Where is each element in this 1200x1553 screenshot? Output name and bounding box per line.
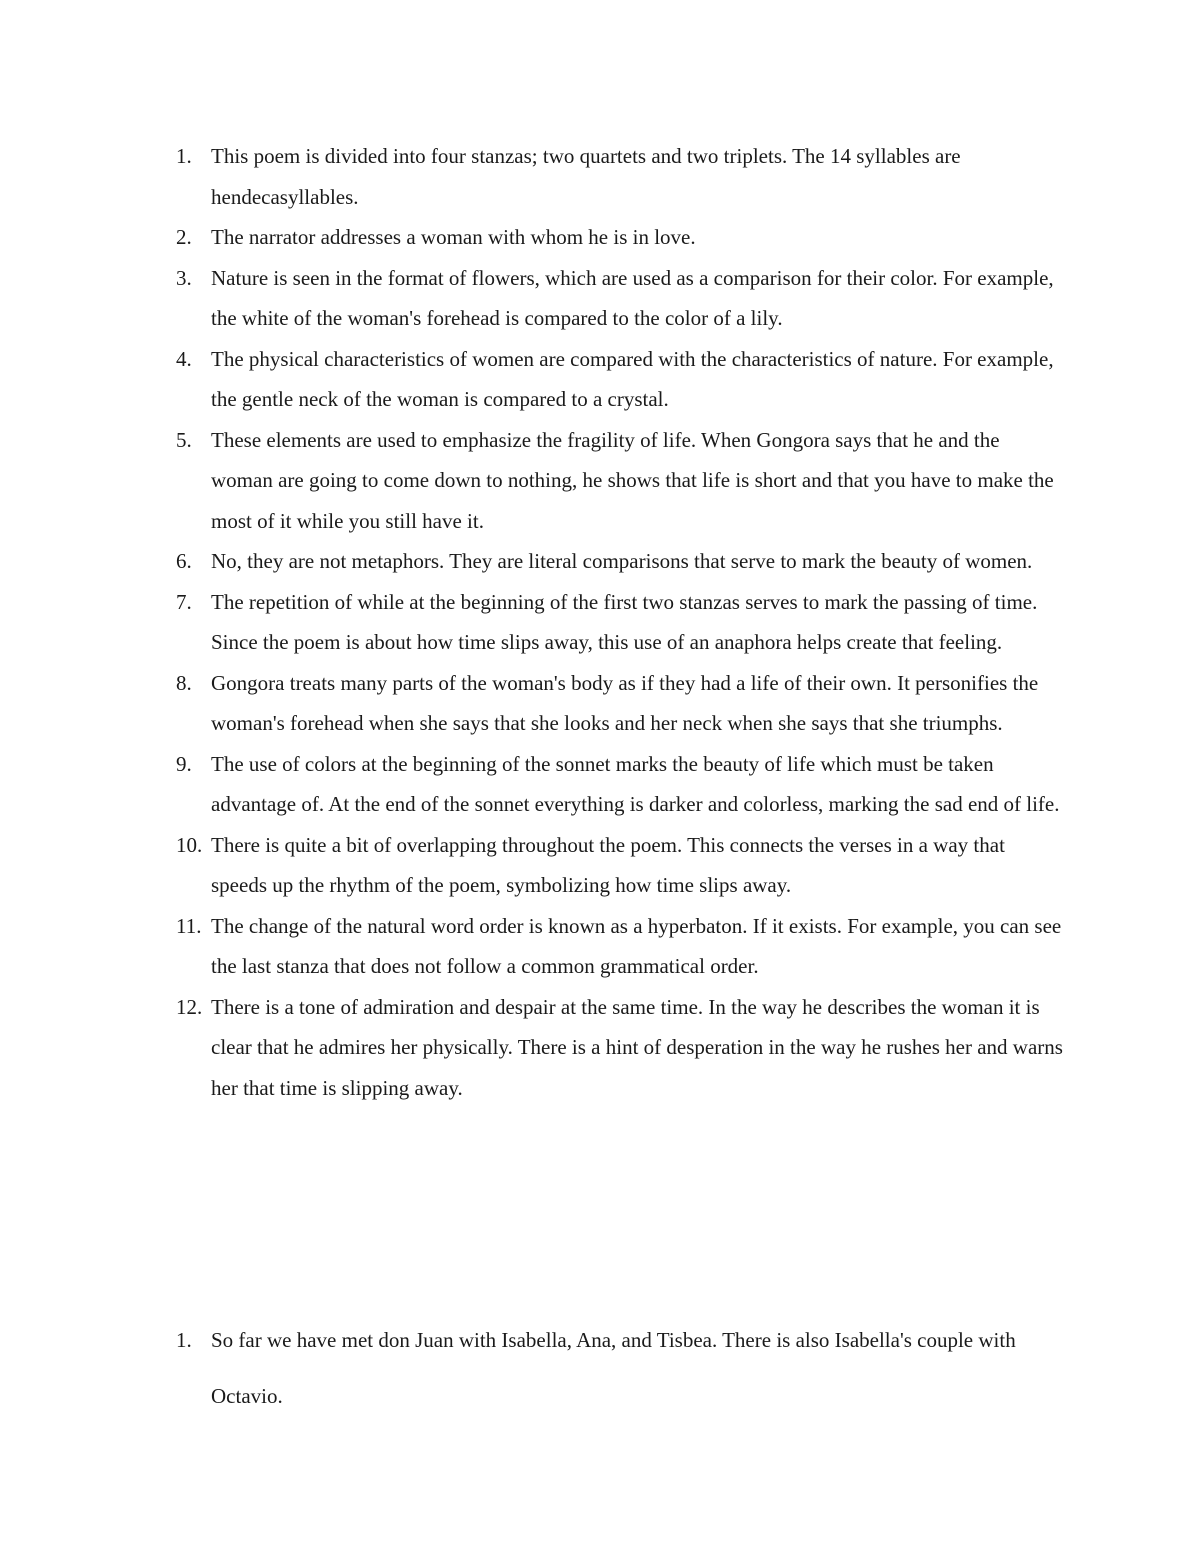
item-text: This poem is divided into four stanzas; two quartets and two triplets. The 14 syllables are hendecasyllables.	[211, 144, 961, 209]
item-text: There is a tone of admiration and despair at the same time. In the way he describes the woman it is clear that he admires her physically. There is a hint of desperation in the way he rushes her and warns her that time is slipping away.	[211, 994, 1063, 1100]
item-text: Gongora treats many parts of the woman's body as if they had a life of their own. It personifies the woman's forehead when she says that she looks and her neck when she says that she triumphs.	[211, 670, 1039, 735]
list-item	[0, 582, 1066, 663]
item-text: The use of colors at the beginning of the sonnet marks the beauty of life which must be taken advantage of. At the end of the sonnet everything is darker and colorless, marking the sad end of life.	[211, 751, 1060, 816]
list-item	[0, 906, 1066, 987]
list-item	[0, 420, 1066, 542]
item-number: 5.	[176, 427, 192, 452]
item-number: 12.	[176, 994, 203, 1019]
item-text: No, they are not metaphors. They are literal comparisons that serve to mark the beauty of women.	[211, 549, 1033, 573]
list-item	[0, 339, 1066, 420]
item-number: 4.	[176, 346, 192, 371]
item-number: 9.	[176, 751, 192, 776]
item-text: There is quite a bit of overlapping throughout the poem. This connects the verses in a way that speeds up the rhythm of the poem, symbolizing how time slips away.	[211, 832, 1005, 897]
item-number: 2.	[176, 225, 192, 249]
item-number: 11.	[176, 913, 202, 938]
list-item	[0, 987, 1066, 1109]
item-number: 10.	[176, 832, 203, 857]
item-text: These elements are used to emphasize the fragility of life. When Gongora says that he and the woman are going to come down to nothing, he shows that life is short and that you have to make the most of it while you still have it.	[211, 427, 1054, 533]
list-item	[0, 1312, 1066, 1424]
item-text: So far we have met don Juan with Isabella, Ana, and Tisbea. There is also Isabella's couple with Octavio.	[211, 1328, 1016, 1408]
answer-list-poem	[0, 136, 1200, 1108]
item-text: The narrator addresses a woman with whom he is in love.	[211, 225, 696, 249]
list-item	[0, 663, 1066, 744]
list-item	[0, 744, 1066, 825]
item-number: 6.	[176, 549, 192, 573]
item-text: Nature is seen in the format of flowers, which are used as a comparison for their color. For example, the white of the woman's forehead is compared to the color of a lily.	[211, 265, 1054, 330]
item-number: 3.	[176, 265, 192, 290]
list-item	[0, 541, 1066, 582]
list-item	[0, 825, 1066, 906]
answer-list-play	[0, 1312, 1200, 1424]
item-number: 7.	[176, 589, 192, 614]
list-item	[0, 217, 1066, 258]
item-number: 8.	[176, 670, 192, 695]
list-item	[0, 258, 1066, 339]
item-number: 1.	[176, 144, 192, 168]
item-text: The physical characteristics of women are compared with the characteristics of nature. For example, the gentle neck of the woman is compared to a crystal.	[211, 346, 1054, 411]
list-item	[0, 136, 1066, 217]
item-text: The repetition of while at the beginning of the first two stanzas serves to mark the passing of time. Since the poem is about how time slips away, this use of an anaphora helps create that feeling.	[211, 589, 1038, 654]
item-text: The change of the natural word order is known as a hyperbaton. If it exists. For example, you can see the last stanza that does not follow a common grammatical order.	[211, 913, 1062, 978]
item-number: 1.	[176, 1328, 192, 1352]
